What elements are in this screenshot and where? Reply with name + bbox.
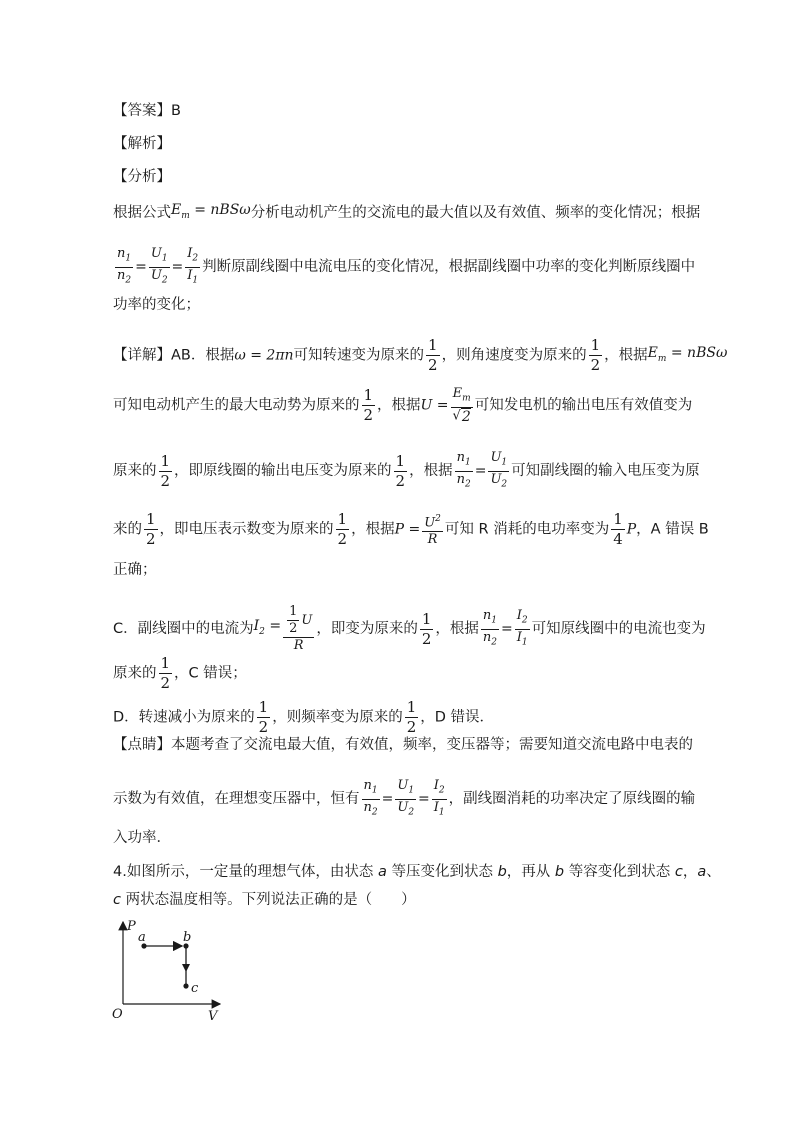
detail-line-2: 可知电动机产生的最大电动势为原来的 $\frac{1}{2}$ ，根据U = $\frac{E_m}{√2}$ 可知发电机的输出电压有效值变为 <box>113 386 693 425</box>
point-c <box>183 983 188 988</box>
part-d-line: D．转速减小为原来的 $\frac{1}{2}$ ，则频率变为原来的 $\frac{1}{2}$ ，D 错误． <box>113 698 495 736</box>
analysis-line-2: $\frac{n_1}{n_2}$ = $\frac{U_1}{U_2}$ = $\frac{I_2}{I_1}$ 判断原副线圈中电流电压的变化情况，根据副线圈中功率的变化判断原线圈中 <box>117 246 696 286</box>
detail-line-3: 原来的 $\frac{1}{2}$ ，即原线圈的输出电压变为原来的 $\frac{1}{2}$ ，根据 $\frac{n_1}{n_2}$ = $\frac{U_1}{U_2}$ 可知副线圈的输入电压变为原 <box>113 450 700 490</box>
part-c-line-1: C．副线圈中的电流为$I_2$ = $\frac{1}{2}$ U R ，即变为原来的 $\frac{1}{2}$ ，根据 $\frac{n_1}{n_2}$ = $\frac{I_2}{I_1}$ 可知原线圈中的电流也变为 <box>113 604 706 653</box>
path-b-c-arrow <box>182 964 190 972</box>
x-axis-label: V <box>208 1009 218 1024</box>
dianjing-line-1: 【点睛】本题考查了交流电最大值，有效值，频率，变压器等；需要知道交流电路中电表的 <box>113 737 693 753</box>
point-b-label: b <box>183 930 192 945</box>
jiexi-heading: 【解析】 <box>113 136 171 152</box>
y-axis-label: P <box>127 919 136 934</box>
fenxi-heading: 【分析】 <box>113 169 171 185</box>
question-4-line-1: 4.如图所示，一定量的理想气体，由状态 a 等压变化到状态 b，再从 b 等容变化到状态 c，a、 <box>113 864 721 880</box>
origin-label: O <box>112 1007 123 1022</box>
detail-line-1: 【详解】AB．根据ω = 2πn可知转速变为原来的 $\frac{1}{2}$ ，则角速度变为原来的 $\frac{1}{2}$ ，根据$E_m = nBS\omega$ <box>113 336 728 374</box>
part-c-line-2: 原来的 $\frac{1}{2}$ ，C 错误； <box>113 654 247 692</box>
dianjing-line-2: 示数为有效值，在理想变压器中，恒有 $\frac{n_1}{n_2}$ = $\frac{U_1}{U_2}$ = $\frac{I_2}{I_1}$ ，副线圈消耗的功率决定了原线圈的输 <box>113 778 696 818</box>
analysis-line-1: 根据公式$E_m = nBS\omega$分析电动机产生的交流电的最大值以及有效值、频率的变化情况；根据 <box>113 202 701 221</box>
point-c-label: c <box>191 981 199 996</box>
detail-line-4: 来的 $\frac{1}{2}$ ，即电压表示数变为原来的 $\frac{1}{2}$ ，根据P = $\frac{U^2}{R}$ 可知 R 消耗的电功率变为 $\frac{1}{4}$ P，A 错误 B <box>113 510 709 548</box>
point-a-label: a <box>138 930 146 945</box>
dianjing-line-3: 入功率． <box>113 830 171 846</box>
answer-line: 【答案】B <box>113 103 181 119</box>
analysis-line-3: 功率的变化； <box>113 297 200 313</box>
detail-line-5: 正确； <box>113 562 157 578</box>
question-4-line-2: c 两状态温度相等。下列说法正确的是（ ） <box>113 892 416 908</box>
pv-diagram <box>108 916 238 1026</box>
